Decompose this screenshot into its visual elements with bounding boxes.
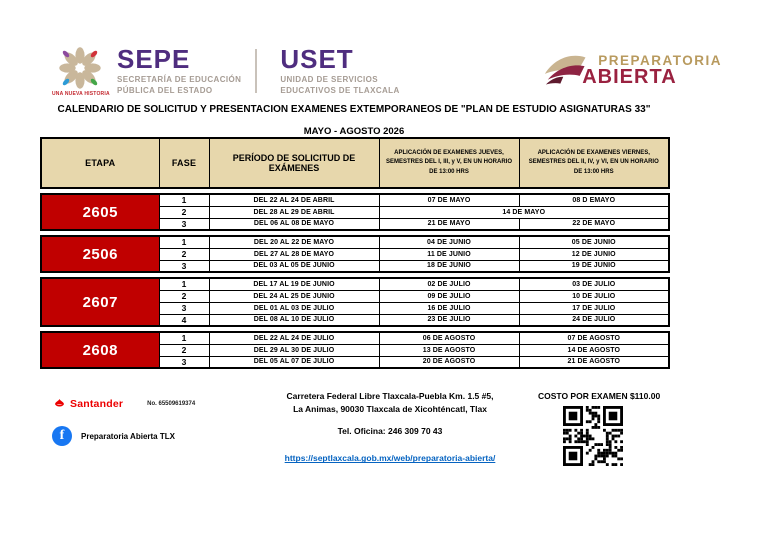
- address-line2: La Animas, 90030 Tlaxcala de Xicohténcatl, Tlax: [293, 404, 487, 415]
- schedule-table: [40, 137, 668, 369]
- table-row: [41, 236, 669, 248]
- sepe-tagline: UNA NUEVA HISTORIA: [52, 90, 110, 97]
- etapa-group-2607: [40, 277, 670, 327]
- etapa-group-2506: [40, 235, 670, 273]
- col-header-fase: FASE: [159, 138, 209, 188]
- sepe-subtitle-line2: PÚBLICA DEL ESTADO: [117, 85, 213, 95]
- periodo-cell: DEL 08 AL 10 DE JULIO: [209, 314, 379, 326]
- fase-cell: 2: [159, 344, 209, 356]
- uset-wordmark: [280, 46, 399, 96]
- jueves-date-cell: 18 DE JUNIO: [379, 260, 519, 272]
- table-row: [41, 194, 669, 206]
- etapa-cell: 2607: [41, 278, 159, 326]
- periodo-cell: DEL 29 AL 30 DE JULIO: [209, 344, 379, 356]
- periodo-cell: DEL 03 AL 05 DE JUNIO: [209, 260, 379, 272]
- viernes-date-cell: 19 DE JUNIO: [519, 260, 669, 272]
- table-row: [41, 278, 669, 290]
- jueves-date-cell: 02 DE JULIO: [379, 278, 519, 290]
- viernes-date-cell: 24 DE JULIO: [519, 314, 669, 326]
- col-header-periodo: PERÍODO DE SOLICITUD DE EXÁMENES: [209, 138, 379, 188]
- etapa-cell: 2506: [41, 236, 159, 272]
- periodo-cell: DEL 01 AL 03 DE JULIO: [209, 302, 379, 314]
- viernes-date-cell: 03 DE JULIO: [519, 278, 669, 290]
- fase-cell: 3: [159, 356, 209, 368]
- col-header-viernes: APLICACIÓN DE EXAMENES VIERNES, SEMESTRES DEL II, IV, y VI, EN UN HORARIO DE 13:00 HRS: [519, 138, 669, 188]
- viernes-date-cell: 21 DE AGOSTO: [519, 356, 669, 368]
- fase-cell: 2: [159, 206, 209, 218]
- sepe-subtitle-line1: SECRETARÍA DE EDUCACIÓN: [117, 75, 242, 85]
- preparatoria-abierta-logo: [542, 49, 722, 93]
- etapa-cell: 2608: [41, 332, 159, 368]
- santander-wordmark: Santander: [70, 398, 124, 410]
- col-header-jueves: APLICACIÓN DE EXAMENES JUEVES, SEMESTRES DEL I, III, y V, EN UN HORARIO DE 13:00 HRS: [379, 138, 519, 188]
- preparatoria-text: PREPARATORIA: [598, 53, 722, 68]
- santander-account: [52, 398, 195, 410]
- jueves-date-cell: 16 DE JULIO: [379, 302, 519, 314]
- periodo-cell: DEL 22 AL 24 DE ABRIL: [209, 194, 379, 206]
- qr-code: [563, 406, 623, 466]
- table-row: [41, 332, 669, 344]
- viernes-date-cell: 17 DE JULIO: [519, 302, 669, 314]
- fase-cell: 2: [159, 248, 209, 260]
- fase-cell: 1: [159, 332, 209, 344]
- facebook-row: [52, 426, 175, 446]
- jueves-date-cell: 21 DE MAYO: [379, 218, 519, 230]
- periodo-cell: DEL 17 AL 19 DE JUNIO: [209, 278, 379, 290]
- fase-cell: 4: [159, 314, 209, 326]
- fase-cell: 3: [159, 260, 209, 272]
- periodo-cell: DEL 27 AL 28 DE MAYO: [209, 248, 379, 260]
- fase-cell: 3: [159, 218, 209, 230]
- footer: [0, 390, 768, 540]
- abierta-text: ABIERTA: [582, 66, 677, 88]
- etapa-group-2608: [40, 331, 670, 369]
- etapa-group-2605: [40, 193, 670, 231]
- viernes-date-cell: 08 D EMAYO: [519, 194, 669, 206]
- address-line1: Carretera Federal Libre Tlaxcala-Puebla Km. 1.5 #5,: [286, 391, 494, 401]
- santander-flame-icon: [52, 398, 67, 410]
- viernes-date-cell: 22 DE MAYO: [519, 218, 669, 230]
- periodo-cell: DEL 24 AL 25 DE JUNIO: [209, 290, 379, 302]
- document-title: CALENDARIO DE SOLICITUD Y PRESENTACION EXAMENES EXTEMPORANEOS DE "PLAN DE ESTUDIO ASIGNATURAS 33": [57, 104, 651, 115]
- periodo-cell: DEL 28 AL 29 DE ABRIL: [209, 206, 379, 218]
- jueves-date-cell: 23 DE JULIO: [379, 314, 519, 326]
- exam-cost-label: COSTO POR EXAMEN $110.00: [538, 391, 661, 401]
- facebook-page-name: Preparatoria Abierta TLX: [81, 431, 175, 441]
- brand-header: [52, 43, 722, 99]
- header-divider: [255, 49, 257, 93]
- periodo-cell: DEL 06 AL 08 DE MAYO: [209, 218, 379, 230]
- fase-cell: 3: [159, 302, 209, 314]
- viernes-date-cell: 10 DE JULIO: [519, 290, 669, 302]
- jueves-date-cell: 06 DE AGOSTO: [379, 332, 519, 344]
- viernes-date-cell: 05 DE JUNIO: [519, 236, 669, 248]
- jueves-date-cell: 13 DE AGOSTO: [379, 344, 519, 356]
- fase-cell: 1: [159, 194, 209, 206]
- col-header-etapa: ETAPA: [41, 138, 159, 188]
- santander-account-number: No. 65509619374: [147, 401, 196, 407]
- schedule-header-row: [40, 137, 670, 189]
- periodo-cell: DEL 20 AL 22 DE MAYO: [209, 236, 379, 248]
- uset-subtitle-line2: EDUCATIVOS DE TLAXCALA: [280, 85, 400, 95]
- schedule-groups: [40, 193, 668, 369]
- fase-cell: 2: [159, 290, 209, 302]
- sepe-flower-icon: [58, 46, 102, 90]
- periodo-cell: DEL 22 AL 24 DE JULIO: [209, 332, 379, 344]
- viernes-date-cell: 14 DE AGOSTO: [519, 344, 669, 356]
- uset-acronym: USET: [280, 44, 354, 75]
- jueves-date-cell: 11 DE JUNIO: [379, 248, 519, 260]
- fase-cell: 1: [159, 236, 209, 248]
- facebook-icon: f: [52, 426, 72, 446]
- sepe-wordmark: [117, 46, 241, 96]
- periodo-cell: DEL 05 AL 07 DE JULIO: [209, 356, 379, 368]
- document-subtitle: MAYO - AGOSTO 2026: [303, 126, 405, 137]
- contact-block: [205, 390, 575, 466]
- viernes-date-cell: 12 DE JUNIO: [519, 248, 669, 260]
- jueves-date-cell: 07 DE MAYO: [379, 194, 519, 206]
- etapa-cell: 2605: [41, 194, 159, 230]
- jueves-date-cell: 20 DE AGOSTO: [379, 356, 519, 368]
- sepe-acronym: SEPE: [117, 44, 191, 75]
- phone-number: Tel. Oficina: 246 309 70 43: [337, 426, 443, 437]
- merged-date-cell: 14 DE MAYO: [379, 206, 669, 218]
- sepe-logo: [52, 46, 108, 97]
- fase-cell: 1: [159, 278, 209, 290]
- jueves-date-cell: 09 DE JULIO: [379, 290, 519, 302]
- viernes-date-cell: 07 DE AGOSTO: [519, 332, 669, 344]
- website-link[interactable]: https://septlaxcala.gob.mx/web/preparatoria-abierta/: [284, 453, 496, 464]
- jueves-date-cell: 04 DE JUNIO: [379, 236, 519, 248]
- uset-subtitle-line1: UNIDAD DE SERVICIOS: [280, 75, 379, 85]
